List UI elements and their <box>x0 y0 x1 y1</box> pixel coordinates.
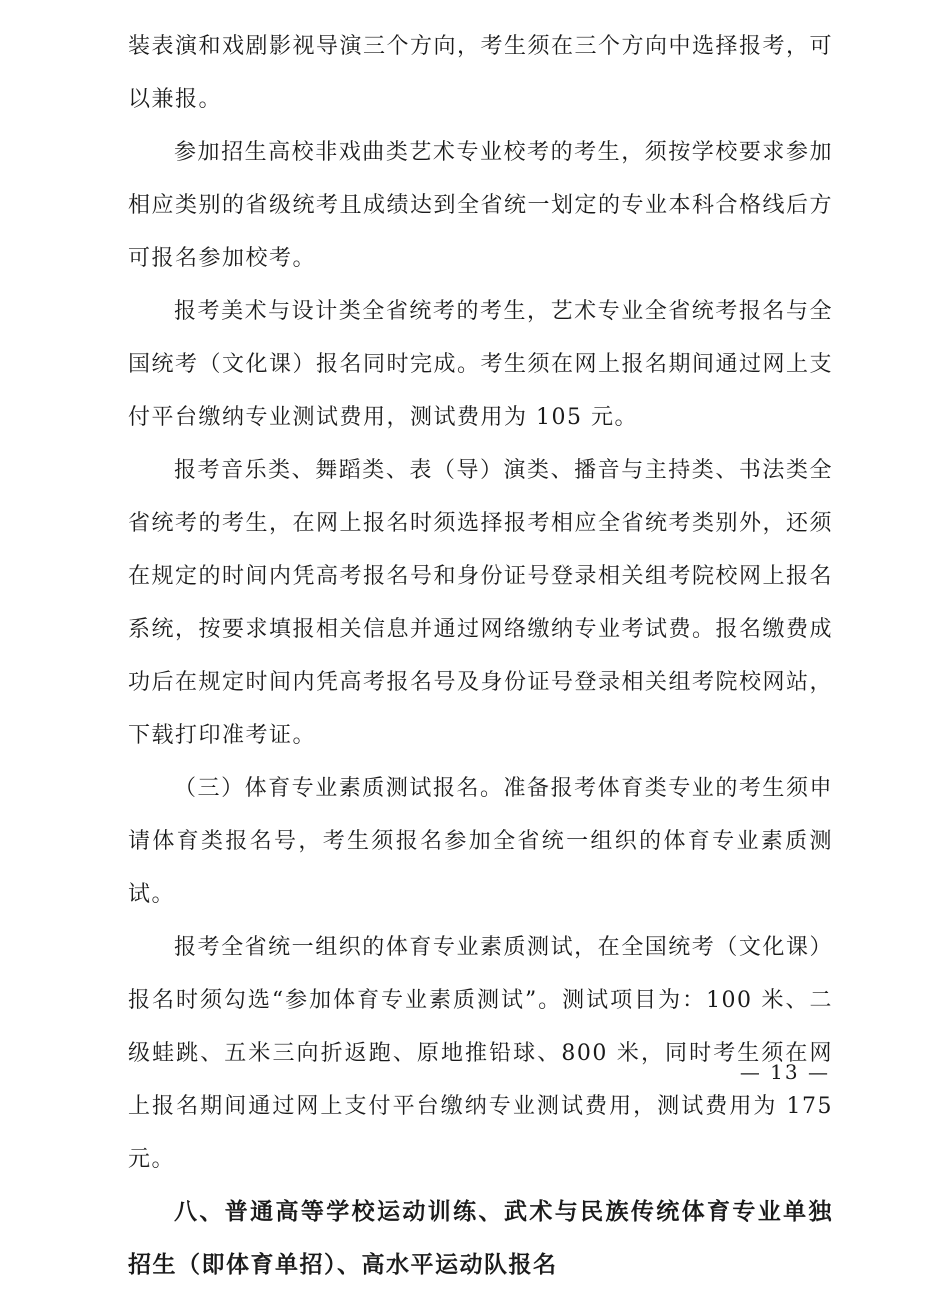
document-body <box>128 20 833 1292</box>
paragraph-art-design: 报考美术与设计类全省统考的考生，艺术专业全省统考报名与全国统考（文化课）报名同时完成。考生须在网上报名期间通过网上支付平台缴纳专业测试费用，测试费用为 105 元。 <box>128 299 834 430</box>
paragraph-school-exam: 参加招生高校非戏曲类艺术专业校考的考生，须按学校要求参加相应类别的省级统考且成绩达到全省统一划定的专业本科合格线后方可报名参加校考。 <box>128 140 834 271</box>
paragraph-sports-test: 报考全省统一组织的体育专业素质测试，在全国统考（文化课）报名时须勾选“参加体育专业素质测试”。测试项目为：100 米、二级蛙跳、五米三向折返跑、原地推铅球、800 米，同时考生须在网上报名期间通过网上支付平台缴纳专业测试费用，测试费用为 175 元。 <box>128 935 833 1172</box>
section-heading: 八、普通高等学校运动训练、武术与民族传统体育专业单独招生（即体育单招）、高水平运动队报名 <box>128 1199 833 1278</box>
page-number: — 13 — <box>739 1060 830 1084</box>
paragraph-music-dance: 报考音乐类、舞蹈类、表（导）演类、播音与主持类、书法类全省统考的考生，在网上报名时须选择报考相应全省统考类别外，还须在规定的时间内凭高考报名号和身份证号登录相关组考院校网上报名系统，按要求填报相关信息并通过网络缴纳专业考试费。报名缴费成功后在规定时间内凭高考报名号及身份证号登录相关组考院校网站，下载打印准考证。 <box>128 458 834 748</box>
paragraph-continuation: 装表演和戏剧影视导演三个方向，考生须在三个方向中选择报考，可以兼报。 <box>128 34 834 112</box>
paragraph-sports-registration: （三）体育专业素质测试报名。准备报考体育类专业的考生须申请体育类报名号，考生须报名参加全省统一组织的体育专业素质测试。 <box>128 776 833 907</box>
